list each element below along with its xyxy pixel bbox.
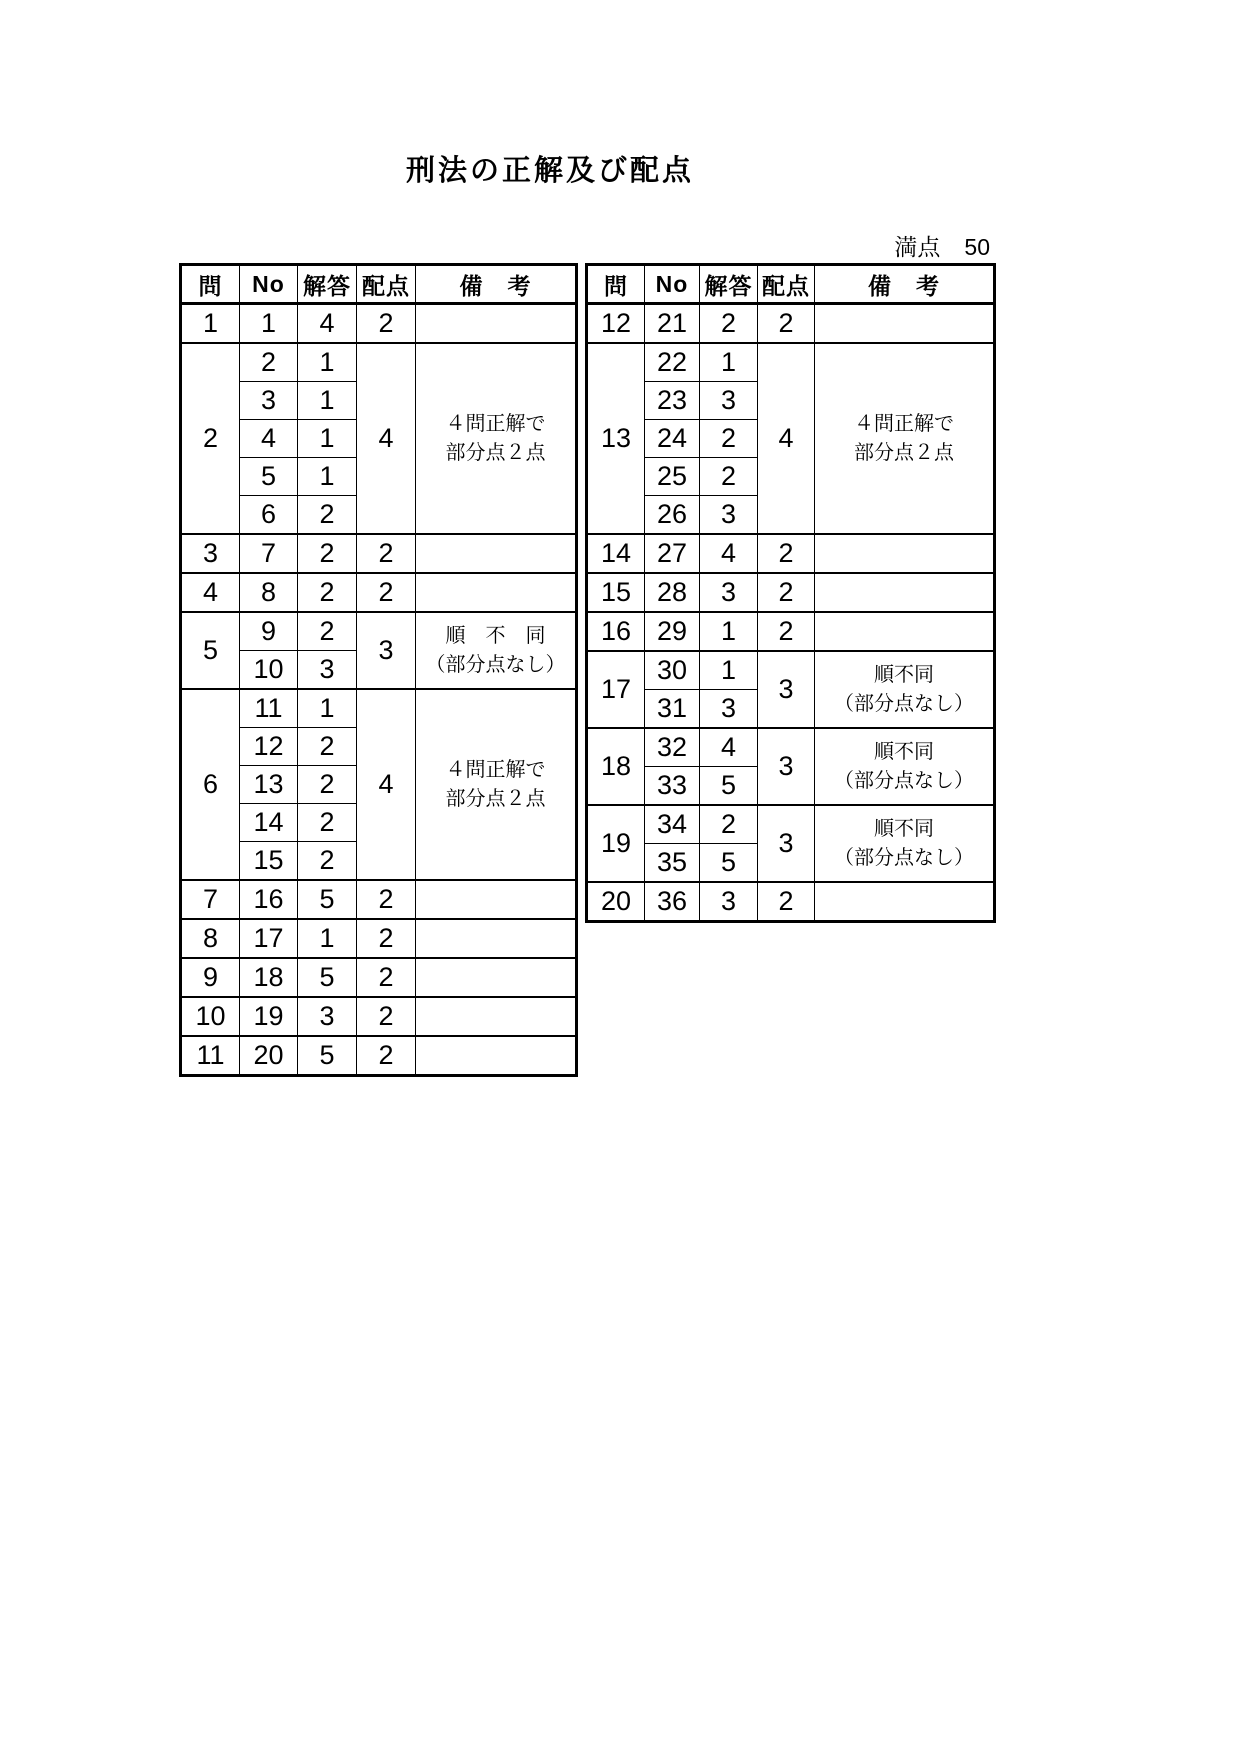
no-cell: 16	[240, 880, 298, 919]
points-cell: 2	[758, 612, 815, 651]
table-row	[587, 882, 995, 922]
question-cell: 8	[181, 919, 240, 958]
no-cell: 7	[240, 534, 298, 573]
col-header-remark: 備 考	[815, 265, 995, 304]
no-cell: 8	[240, 573, 298, 612]
answer-cell: 2	[700, 304, 758, 344]
no-cell: 15	[240, 842, 298, 881]
answer-cell: 2	[298, 728, 357, 766]
points-cell: 3	[758, 651, 815, 728]
table-row	[181, 958, 577, 997]
no-cell: 5	[240, 458, 298, 496]
no-cell: 12	[240, 728, 298, 766]
question-cell: 4	[181, 573, 240, 612]
remark-cell: ４問正解で 部分点２点	[815, 343, 995, 534]
remark-cell	[815, 573, 995, 612]
table-row	[587, 304, 995, 344]
full-marks-value: 50	[964, 234, 990, 260]
table-row	[181, 304, 577, 344]
points-cell: 4	[357, 689, 416, 880]
remark-cell	[416, 1036, 577, 1076]
no-cell: 27	[645, 534, 700, 573]
points-cell: 2	[758, 534, 815, 573]
no-cell: 22	[645, 343, 700, 382]
points-cell: 2	[758, 304, 815, 344]
remark-cell: 順不同 （部分点なし）	[815, 728, 995, 805]
no-cell: 10	[240, 651, 298, 690]
question-cell: 17	[587, 651, 645, 728]
question-cell: 10	[181, 997, 240, 1036]
question-cell: 13	[587, 343, 645, 534]
col-header-ans: 解答	[700, 265, 758, 304]
answer-cell: 4	[700, 728, 758, 767]
points-cell: 3	[758, 805, 815, 882]
answer-table-right	[585, 263, 996, 923]
no-cell: 33	[645, 767, 700, 806]
question-cell: 20	[587, 882, 645, 922]
no-cell: 32	[645, 728, 700, 767]
answer-cell: 1	[298, 689, 357, 728]
answer-cell: 2	[298, 842, 357, 881]
question-cell: 14	[587, 534, 645, 573]
points-cell: 2	[357, 880, 416, 919]
no-cell: 1	[240, 304, 298, 344]
table-row	[587, 534, 995, 573]
points-cell: 2	[357, 534, 416, 573]
remark-cell: ４問正解で 部分点２点	[416, 689, 577, 880]
answer-cell: 2	[298, 534, 357, 573]
answer-cell: 2	[298, 573, 357, 612]
remark-cell: ４問正解で 部分点２点	[416, 343, 577, 534]
answer-cell: 4	[700, 534, 758, 573]
no-cell: 24	[645, 420, 700, 458]
answer-cell: 1	[700, 612, 758, 651]
no-cell: 28	[645, 573, 700, 612]
answer-cell: 2	[298, 612, 357, 651]
table-row	[587, 728, 995, 767]
answer-cell: 1	[298, 343, 357, 382]
col-header-remark: 備 考	[416, 265, 577, 304]
remark-cell	[416, 573, 577, 612]
points-cell: 2	[357, 997, 416, 1036]
table-row	[181, 689, 577, 728]
remark-cell	[416, 304, 577, 344]
no-cell: 35	[645, 844, 700, 883]
table-row	[181, 1036, 577, 1076]
no-cell: 31	[645, 690, 700, 729]
points-cell: 2	[357, 919, 416, 958]
answer-cell: 4	[298, 304, 357, 344]
answer-cell: 5	[700, 844, 758, 883]
remark-cell	[815, 304, 995, 344]
table-row	[181, 534, 577, 573]
question-cell: 3	[181, 534, 240, 573]
no-cell: 19	[240, 997, 298, 1036]
remark-cell: 順不同 （部分点なし）	[815, 651, 995, 728]
answer-cell: 2	[298, 496, 357, 535]
table-row	[181, 612, 577, 651]
answer-cell: 3	[298, 651, 357, 690]
answer-cell: 5	[298, 880, 357, 919]
table-row	[181, 997, 577, 1036]
remark-cell	[815, 534, 995, 573]
no-cell: 11	[240, 689, 298, 728]
answer-cell: 1	[298, 919, 357, 958]
col-header-no: No	[645, 265, 700, 304]
question-cell: 2	[181, 343, 240, 534]
col-header-q: 問	[181, 265, 240, 304]
points-cell: 4	[758, 343, 815, 534]
table-row	[181, 343, 577, 382]
answer-cell: 1	[700, 343, 758, 382]
points-cell: 2	[357, 304, 416, 344]
answer-cell: 2	[700, 420, 758, 458]
no-cell: 4	[240, 420, 298, 458]
table-row	[587, 573, 995, 612]
answer-cell: 1	[298, 458, 357, 496]
remark-cell: 順 不 同 （部分点なし）	[416, 612, 577, 689]
no-cell: 26	[645, 496, 700, 535]
col-header-ans: 解答	[298, 265, 357, 304]
table-row	[181, 573, 577, 612]
table-row	[181, 880, 577, 919]
question-cell: 11	[181, 1036, 240, 1076]
answer-cell: 1	[298, 382, 357, 420]
points-cell: 3	[758, 728, 815, 805]
no-cell: 2	[240, 343, 298, 382]
col-header-no: No	[240, 265, 298, 304]
question-cell: 7	[181, 880, 240, 919]
no-cell: 36	[645, 882, 700, 922]
page-title: 刑法の正解及び配点	[405, 155, 694, 187]
col-header-pts: 配点	[357, 265, 416, 304]
no-cell: 30	[645, 651, 700, 690]
answer-cell: 3	[700, 882, 758, 922]
answer-cell: 3	[700, 496, 758, 535]
answer-cell: 2	[298, 766, 357, 804]
full-marks	[690, 229, 990, 262]
answer-cell: 5	[298, 1036, 357, 1076]
question-cell: 5	[181, 612, 240, 689]
col-header-q: 問	[587, 265, 645, 304]
question-cell: 15	[587, 573, 645, 612]
table-row	[587, 651, 995, 690]
points-cell: 2	[758, 573, 815, 612]
question-cell: 6	[181, 689, 240, 880]
remark-cell	[815, 882, 995, 922]
remark-cell: 順不同 （部分点なし）	[815, 805, 995, 882]
answer-cell: 3	[700, 382, 758, 420]
full-marks-label: 満点	[894, 234, 941, 260]
question-cell: 16	[587, 612, 645, 651]
remark-cell	[416, 534, 577, 573]
question-cell: 12	[587, 304, 645, 344]
points-cell: 2	[758, 882, 815, 922]
remark-cell	[416, 997, 577, 1036]
no-cell: 21	[645, 304, 700, 344]
remark-cell	[815, 612, 995, 651]
answer-cell: 2	[700, 458, 758, 496]
col-header-pts: 配点	[758, 265, 815, 304]
answer-cell: 2	[298, 804, 357, 842]
points-cell: 2	[357, 573, 416, 612]
no-cell: 29	[645, 612, 700, 651]
no-cell: 3	[240, 382, 298, 420]
answer-cell: 1	[298, 420, 357, 458]
answer-cell: 1	[700, 651, 758, 690]
no-cell: 14	[240, 804, 298, 842]
points-cell: 2	[357, 958, 416, 997]
table-row	[587, 805, 995, 844]
answer-cell: 3	[700, 690, 758, 729]
no-cell: 17	[240, 919, 298, 958]
answer-cell: 2	[700, 805, 758, 844]
no-cell: 34	[645, 805, 700, 844]
no-cell: 20	[240, 1036, 298, 1076]
answer-table-left	[179, 263, 578, 1077]
question-cell: 9	[181, 958, 240, 997]
question-cell: 18	[587, 728, 645, 805]
answer-cell: 3	[298, 997, 357, 1036]
table-row	[587, 343, 995, 382]
remark-cell	[416, 919, 577, 958]
no-cell: 18	[240, 958, 298, 997]
points-cell: 4	[357, 343, 416, 534]
question-cell: 1	[181, 304, 240, 344]
points-cell: 2	[357, 1036, 416, 1076]
no-cell: 25	[645, 458, 700, 496]
no-cell: 23	[645, 382, 700, 420]
answer-tables	[179, 263, 996, 1077]
table-row	[181, 919, 577, 958]
no-cell: 6	[240, 496, 298, 535]
question-cell: 19	[587, 805, 645, 882]
table-row	[587, 612, 995, 651]
answer-cell: 5	[298, 958, 357, 997]
no-cell: 13	[240, 766, 298, 804]
no-cell: 9	[240, 612, 298, 651]
answer-cell: 3	[700, 573, 758, 612]
remark-cell	[416, 958, 577, 997]
points-cell: 3	[357, 612, 416, 689]
remark-cell	[416, 880, 577, 919]
answer-cell: 5	[700, 767, 758, 806]
